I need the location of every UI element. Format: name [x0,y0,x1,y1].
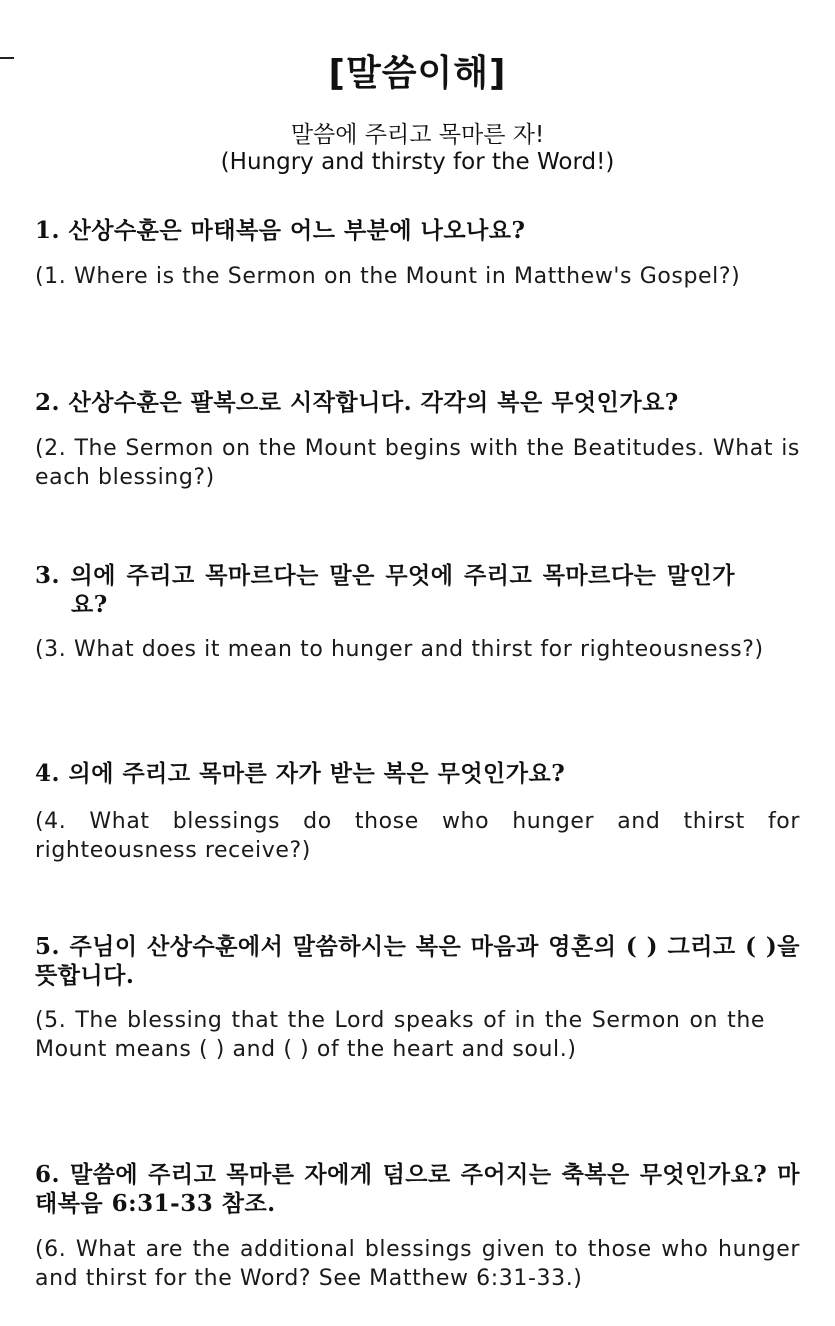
question-1-korean: 1. 산상수훈은 마태복음 어느 부분에 나오나요? [35,217,526,244]
question-5-english: (5. The blessing that the Lord speaks of in the Sermon on the Mount means ( ) and ( ) of the heart and soul.) [35,1008,765,1062]
question-4-korean: 4. 의에 주리고 목마른 자가 받는 복은 무엇인가요? [35,760,566,787]
question-5-korean: 5. 주님이 산상수훈에서 말씀하시는 복은 마음과 영혼의 ( ) 그리고 ( )을 뜻합니다. [35,933,800,989]
page-title: [말씀이해] [328,53,507,94]
subtitle-korean: 말씀에 주리고 목마른 자! [290,122,545,148]
question-6-english: (6. What are the additional blessings given to those who hunger and thirst for the Word? See Matthew 6:31-33.) [35,1237,800,1291]
question-3-korean: 3. 의에 주리고 목마르다는 말은 무엇에 주리고 목마르다는 말인가요? [35,562,735,618]
question-4-english: (4. What blessings do those who hunger and thirst for righteousness receive?) [35,809,800,863]
question-3-english: (3. What does it mean to hunger and thirst for righteousness?) [35,637,764,662]
subtitle-english: (Hungry and thirsty for the Word!) [220,149,615,175]
page-subtitle [0,122,835,176]
question-1-english: (1. Where is the Sermon on the Mount in Matthew's Gospel?) [35,264,741,289]
question-2-korean: 2. 산상수훈은 팔복으로 시작합니다. 각각의 복은 무엇인가요? [35,389,679,416]
question-6-korean: 6. 말씀에 주리고 목마른 자에게 덤으로 주어지는 축복은 무엇인가요? 마태복음 6:31-33 참조. [35,1161,800,1217]
question-2-english: (2. The Sermon on the Mount begins with the Beatitudes. What is each blessing?) [35,436,800,490]
